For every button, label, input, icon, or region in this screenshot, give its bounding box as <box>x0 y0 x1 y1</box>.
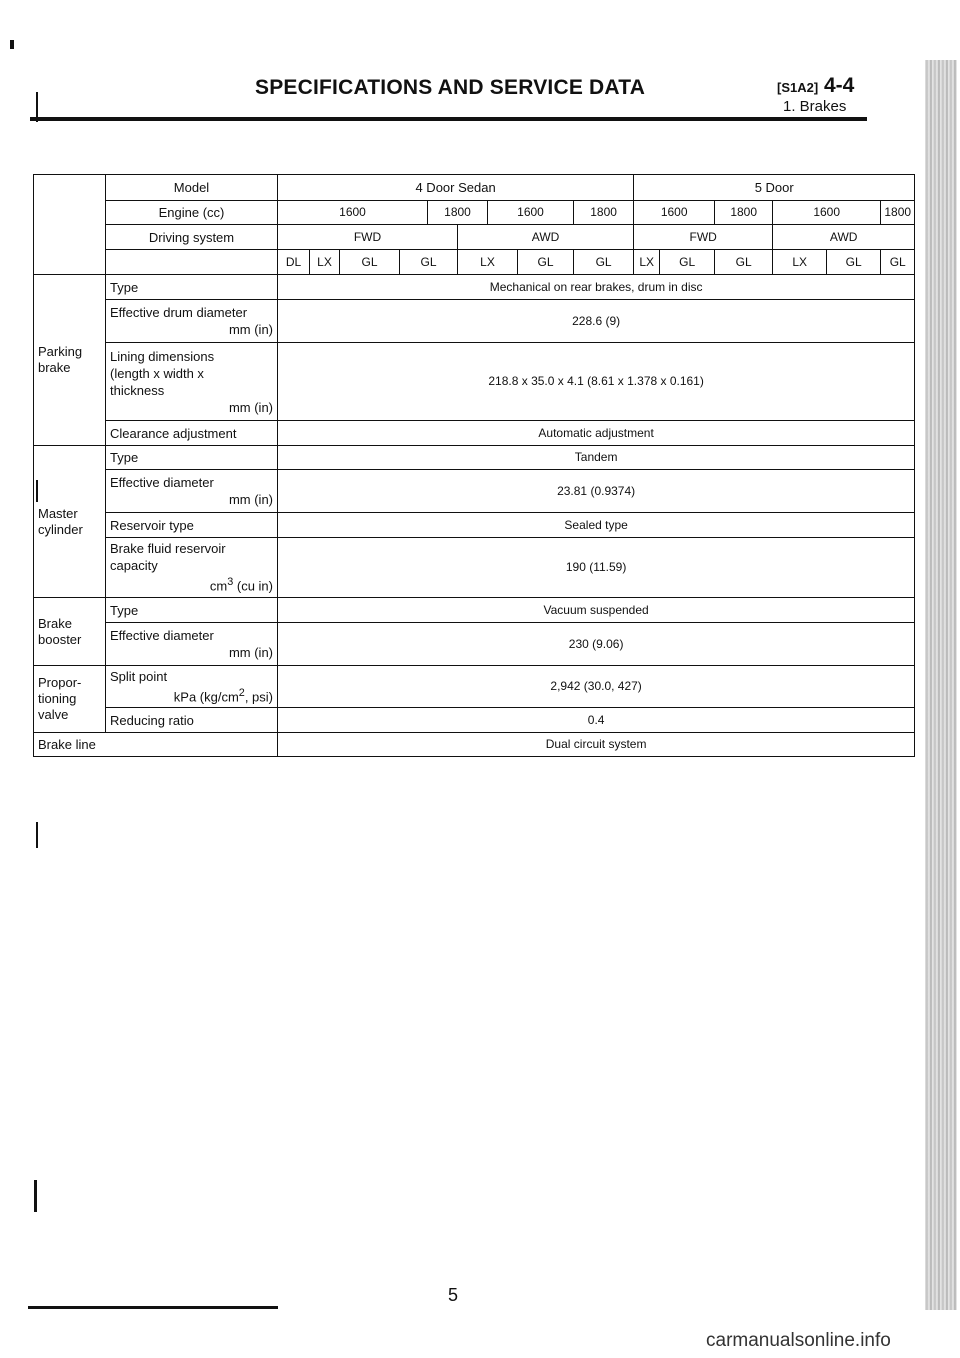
split-point-value: 2,942 (30.0, 427) <box>278 666 915 708</box>
lining-dimensions-label <box>106 343 278 421</box>
group-label-line: Propor- <box>38 675 82 690</box>
scan-mark <box>34 1180 37 1212</box>
label-line: thickness <box>110 382 165 398</box>
scan-edge-artifact <box>925 60 957 1310</box>
reservoir-type-label: Reservoir type <box>106 513 278 538</box>
table-row <box>34 225 915 250</box>
engine-cell: 1800 <box>715 201 773 225</box>
clearance-value: Automatic adjustment <box>278 421 915 446</box>
group-label-line: booster <box>38 631 82 647</box>
trim-cell: LX <box>310 250 340 275</box>
watermark-text: carmanualsonline.info <box>706 1330 891 1351</box>
parking-brake-group <box>34 275 106 446</box>
trim-cell: LX <box>773 250 827 275</box>
drum-diameter-value: 228.6 (9) <box>278 300 915 343</box>
footer-rule <box>28 1306 278 1309</box>
trim-cell: GL <box>715 250 773 275</box>
unit-text: mm (in) <box>228 399 273 415</box>
label-text: Effective drum diameter <box>110 305 248 320</box>
table-row <box>34 708 915 733</box>
drive-cell: FWD <box>278 225 458 250</box>
unit-text <box>110 685 273 705</box>
unit-text: mm (in) <box>228 322 273 337</box>
table-row <box>34 470 915 513</box>
master-type-label: Type <box>106 446 278 470</box>
drive-cell: AWD <box>773 225 915 250</box>
sedan-header: 4 Door Sedan <box>278 175 634 201</box>
booster-type-value: Vacuum suspended <box>278 598 915 623</box>
label-line: (length x width x <box>110 365 204 381</box>
trim-label-blank <box>106 250 278 275</box>
unit-part: , psi) <box>244 689 273 705</box>
trim-cell: GL <box>660 250 715 275</box>
reservoir-capacity-value: 190 (11.59) <box>278 538 915 598</box>
table-row <box>34 201 915 225</box>
brake-line-label: Brake line <box>34 733 278 757</box>
group-label-line: tioning <box>38 691 77 706</box>
clearance-label: Clearance adjustment <box>106 421 278 446</box>
table-row <box>34 300 915 343</box>
unit-text: mm (in) <box>228 492 273 507</box>
trim-cell: GL <box>518 250 574 275</box>
label-text: Effective diameter <box>110 628 214 643</box>
master-diameter-value: 23.81 (0.9374) <box>278 470 915 513</box>
split-point-label <box>106 666 278 708</box>
master-cylinder-group <box>34 446 106 598</box>
trim-cell: DL <box>278 250 310 275</box>
unit-part: kPa (kg/cm <box>173 689 239 705</box>
trim-cell: GL <box>340 250 400 275</box>
group-label-line: Brake <box>38 615 72 631</box>
table-row <box>34 446 915 470</box>
brake-line-value: Dual circuit system <box>278 733 915 757</box>
model-label: Model <box>106 175 278 201</box>
unit-text: mm (in) <box>228 645 273 660</box>
trim-cell: LX <box>458 250 518 275</box>
engine-cell: 1600 <box>278 201 428 225</box>
table-row <box>34 343 915 421</box>
header-corner <box>34 175 106 275</box>
engine-cell: 1800 <box>881 201 915 225</box>
trim-cell: GL <box>574 250 634 275</box>
drum-diameter-label <box>106 300 278 343</box>
reducing-ratio-value: 0.4 <box>278 708 915 733</box>
lining-dimensions-value: 218.8 x 35.0 x 4.1 (8.61 x 1.378 x 0.161) <box>278 343 915 421</box>
engine-label: Engine (cc) <box>106 201 278 225</box>
engine-cell: 1600 <box>488 201 574 225</box>
group-label-line: valve <box>38 707 69 722</box>
page-number: 5 <box>448 1285 459 1305</box>
table-row <box>34 275 915 300</box>
scan-mark <box>10 40 14 49</box>
unit-superscript: 2 <box>238 686 245 699</box>
group-label-line: cylinder <box>38 521 83 537</box>
table-row <box>34 421 915 446</box>
unit-superscript: 3 <box>227 576 234 589</box>
engine-cell: 1600 <box>773 201 881 225</box>
parking-type-label: Type <box>106 275 278 300</box>
brake-spec-table <box>33 174 915 757</box>
table-row <box>34 175 915 201</box>
trim-cell: GL <box>827 250 881 275</box>
unit-part: (cu in) <box>233 578 273 594</box>
parking-type-value: Mechanical on rear brakes, drum in disc <box>278 275 915 300</box>
master-type-value: Tandem <box>278 446 915 470</box>
engine-cell: 1600 <box>634 201 715 225</box>
table-row <box>34 733 915 757</box>
reservoir-type-value: Sealed type <box>278 513 915 538</box>
subsection-title: 1. Brakes <box>783 98 847 115</box>
trim-cell: LX <box>634 250 660 275</box>
unit-part: cm <box>209 578 228 594</box>
group-label-line: Master <box>38 505 78 521</box>
booster-diameter-value: 230 (9.06) <box>278 623 915 666</box>
brake-booster-group <box>34 598 106 666</box>
table-row <box>34 666 915 708</box>
proportioning-valve-group <box>34 666 106 733</box>
table-row <box>34 623 915 666</box>
drive-cell: FWD <box>634 225 773 250</box>
table-row <box>34 513 915 538</box>
label-text: Split point <box>110 668 168 684</box>
booster-diameter-label <box>106 623 278 666</box>
label-line: capacity <box>110 558 158 574</box>
unit-text <box>110 574 273 594</box>
label-line: Lining dimensions <box>110 348 215 364</box>
section-code: [S1A2] <box>777 80 819 95</box>
master-diameter-label <box>106 470 278 513</box>
driving-label: Driving system <box>106 225 278 250</box>
section-number: 4-4 <box>824 74 855 97</box>
page-title: SPECIFICATIONS AND SERVICE DATA <box>255 76 646 99</box>
reducing-ratio-label: Reducing ratio <box>106 708 278 733</box>
table-row <box>34 538 915 598</box>
trim-cell: GL <box>400 250 458 275</box>
header-rule <box>30 117 867 121</box>
trim-cell: GL <box>881 250 915 275</box>
label-text: Effective diameter <box>110 475 214 490</box>
group-label-line: Parking <box>38 344 83 359</box>
drive-cell: AWD <box>458 225 634 250</box>
table-row <box>34 598 915 623</box>
five-door-header: 5 Door <box>634 175 915 201</box>
table-row <box>34 250 915 275</box>
engine-cell: 1800 <box>428 201 488 225</box>
booster-type-label: Type <box>106 598 278 623</box>
group-label-line: brake <box>38 360 71 375</box>
scan-mark <box>36 822 38 848</box>
engine-cell: 1800 <box>574 201 634 225</box>
reservoir-capacity-label <box>106 538 278 598</box>
label-line: Brake fluid reservoir <box>110 541 226 557</box>
